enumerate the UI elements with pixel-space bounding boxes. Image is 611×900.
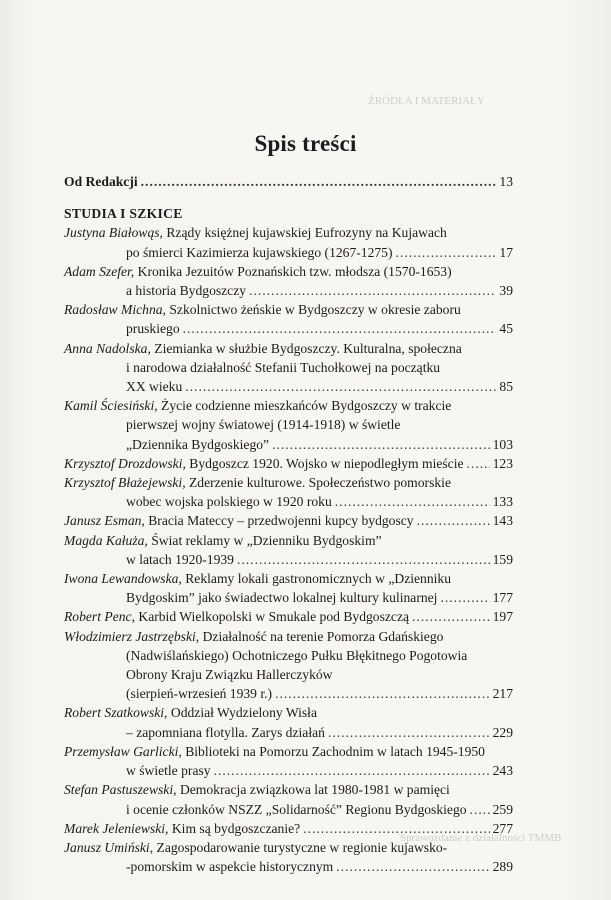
toc-entry-title: „Dziennika Bydgoskiego” — [126, 436, 270, 452]
toc-entry-line — [64, 281, 513, 300]
toc-entry-title: Bydgoskim” jako świadectwo lokalnej kultury kulinarnej — [126, 590, 438, 606]
page-number: 159 — [492, 551, 513, 567]
toc-entry-title: Rządy księżnej kujawskiej Eufrozyny na Kujawach — [166, 225, 447, 241]
toc-entry-line — [64, 531, 513, 550]
toc-entry-line — [64, 665, 513, 684]
section-heading: STUDIA I SZKICE — [64, 206, 183, 222]
toc-entry[interactable] — [64, 703, 513, 741]
toc-entry-title: wobec wojska polskiego w 1920 roku — [126, 494, 332, 510]
leader-dots — [303, 819, 489, 838]
page-number: 123 — [492, 455, 513, 471]
leader-dots — [214, 761, 490, 780]
page-title: Spis treści — [254, 131, 357, 156]
toc-entry-line — [64, 627, 513, 646]
toc-entry-author: Janusz Umiński, — [64, 839, 154, 855]
toc-entry-line — [64, 569, 513, 588]
toc-entry-line — [64, 243, 513, 262]
toc-entry-author: Iwona Lewandowska, — [64, 571, 182, 587]
toc-entry-title: Działalność na terenie Pomorza Gdańskiego — [202, 628, 444, 644]
page-number: 243 — [492, 763, 513, 779]
toc-entry-title: Reklamy lokali gastronomicznych w „Dzienniku — [185, 571, 451, 587]
toc-entry-title: – zapomniana flotylla. Zarys działań — [126, 724, 325, 740]
toc-entry[interactable] — [64, 300, 513, 338]
toc-entry[interactable] — [64, 511, 513, 530]
leader-dots — [336, 857, 489, 876]
toc-entry-title: -pomorskim w aspekcie historycznym — [126, 859, 334, 875]
page-number: 85 — [499, 379, 513, 395]
toc-entry-author: Kamil Ściesiński, — [64, 398, 158, 414]
toc-entry-line — [64, 780, 513, 799]
leader-dots — [275, 684, 490, 703]
toc-entry-line — [64, 396, 513, 415]
toc-entry[interactable] — [64, 742, 513, 780]
toc-entry-title: a historia Bydgoszczy — [126, 283, 247, 299]
leader-dots — [237, 550, 490, 569]
page-number: 277 — [492, 820, 513, 836]
toc-entry-title: XX wieku — [126, 379, 183, 395]
page-number: 217 — [492, 686, 513, 702]
leader-dots — [470, 800, 490, 819]
toc-entry-line — [64, 607, 513, 626]
toc-entry-title: Kronika Jezuitów Poznańskich tzw. młodsza (1570-1653) — [137, 263, 452, 279]
toc-entry[interactable] — [64, 262, 513, 300]
toc-entry-title: Szkolnictwo żeńskie w Bydgoszczy w okresie zaboru — [169, 302, 461, 318]
toc-entry-line — [64, 857, 513, 876]
toc-entry[interactable] — [64, 819, 513, 838]
toc-entry-title: Życie codzienne mieszkańców Bydgoszczy w trakcie — [161, 398, 452, 414]
toc-entry-author: Włodzimierz Jastrzębski, — [64, 628, 200, 644]
toc-entry-line — [64, 435, 513, 454]
leader-dots — [328, 723, 490, 742]
toc-entry-author: Adam Szefer, — [64, 263, 135, 279]
page-number: 103 — [492, 436, 513, 452]
toc-entry[interactable] — [64, 569, 513, 607]
page-number: 259 — [492, 801, 513, 817]
toc-entry-title: Oddział Wydzielony Wisła — [170, 705, 317, 721]
toc-entry-title: i ocenie członków NSZZ „Solidarność” Regionu Bydgoskiego — [126, 801, 467, 817]
toc-entry[interactable] — [64, 607, 513, 626]
toc-entry-line — [64, 703, 513, 722]
toc-entry[interactable] — [64, 531, 513, 569]
toc-entry-line — [64, 473, 513, 492]
toc-entry-line — [64, 300, 513, 319]
leader-dots — [272, 435, 490, 454]
toc-entry-title: Zderzenie kulturowe. Społeczeństwo pomorskie — [189, 475, 451, 491]
toc-entry-label: Od Redakcji — [64, 174, 138, 189]
toc-entry-title: (Nadwiślańskiego) Ochotniczego Pułku Błękitnego Pogotowia — [126, 647, 468, 663]
toc-entry-line — [64, 800, 513, 819]
toc-entry-line — [64, 646, 513, 665]
toc-entry-line — [64, 339, 513, 358]
toc-entry[interactable] — [64, 223, 513, 261]
toc-entry-author: Janusz Esman, — [64, 513, 145, 529]
leader-dots — [183, 319, 497, 338]
toc-entry-title: pierwszej wojny światowej (1914-1918) w świetle — [126, 417, 401, 433]
page-number: 13 — [499, 174, 513, 189]
toc-entry-title: Kim są bydgoszczanie? — [171, 820, 301, 836]
toc-entry-line — [64, 415, 513, 434]
page-number: 17 — [499, 244, 513, 260]
toc-entry-line — [64, 819, 513, 838]
page-number: 39 — [499, 283, 513, 299]
toc-entry-author: Justyna Białowąs, — [64, 225, 163, 241]
toc-entry-author: Anna Nadolska, — [64, 340, 151, 356]
bleed-through-text: ŹRÓDŁA I MATERIAŁY — [368, 95, 485, 107]
leader-dots — [412, 607, 490, 626]
table-of-contents — [64, 172, 513, 876]
toc-entry-line — [64, 684, 513, 703]
toc-entry-title: Obrony Kraju Związku Hallerczyków — [126, 667, 333, 683]
toc-entry-title: Bydgoszcz 1920. Wojsko w niepodległym mieście — [189, 455, 464, 471]
toc-entry[interactable] — [64, 396, 513, 454]
toc-entry-author: Krzysztof Błażejewski, — [64, 475, 186, 491]
toc-entry-line — [64, 223, 513, 242]
toc-entry-line — [64, 761, 513, 780]
page-number: 177 — [492, 590, 513, 606]
toc-entry-author: Krzysztof Drozdowski, — [64, 455, 186, 471]
leader-dots — [185, 377, 496, 396]
toc-entry[interactable] — [64, 627, 513, 704]
toc-entry-line — [64, 454, 513, 473]
leader-dots — [396, 243, 497, 262]
leader-dots — [249, 281, 496, 300]
toc-entry-line — [64, 319, 513, 338]
toc-entry-author: Przemysław Garlicki, — [64, 743, 182, 759]
toc-entry-od-redakcji[interactable] — [64, 172, 513, 191]
toc-entry-author: Stefan Pastuszewski, — [64, 782, 177, 798]
bleed-through-text: Sprawozdanie z działalności TMMB — [400, 832, 562, 844]
toc-entry-title: i narodowa działalność Stefanii Tuchołkowej na początku — [126, 359, 441, 375]
toc-entry-title: w latach 1920-1939 — [126, 551, 234, 567]
toc-entry[interactable] — [64, 473, 513, 511]
toc-entry-author: Robert Penc, — [64, 609, 135, 625]
toc-entry-title: Karbid Wielkopolski w Smukale pod Bydgoszczą — [138, 609, 410, 625]
page-number: 229 — [492, 724, 513, 740]
toc-entry-line — [64, 262, 513, 281]
toc-entry-line — [64, 377, 513, 396]
toc-entry-title: Demokracja związkowa lat 1980-1981 w pamięci — [179, 782, 450, 798]
toc-entry-title: (sierpień-wrzesień 1939 r.) — [126, 686, 273, 702]
leader-dots — [417, 511, 490, 530]
toc-entry-title: po śmierci Kazimierza kujawskiego (1267-1275) — [126, 244, 393, 260]
toc-entry-line — [64, 550, 513, 569]
page-number: 289 — [492, 859, 513, 875]
toc-entry-line — [64, 742, 513, 761]
leader-dots — [467, 454, 490, 473]
toc-entry-title: Świat reklamy w „Dzienniku Bydgoskim” — [151, 532, 382, 548]
toc-entry-author: Robert Szatkowski, — [64, 705, 168, 721]
toc-entry-author: Magda Kałuża, — [64, 532, 148, 548]
page-number: 197 — [492, 609, 513, 625]
toc-entry[interactable] — [64, 780, 513, 818]
toc-entry-line — [64, 492, 513, 511]
toc-entry-author: Marek Jeleniewski, — [64, 820, 169, 836]
toc-entry-title: Biblioteki na Pomorzu Zachodnim w latach 1945-1950 — [185, 743, 485, 759]
toc-entry-title: Zagospodarowanie turystyczne w regionie kujawsko- — [156, 839, 448, 855]
leader-dots — [440, 588, 489, 607]
toc-entry-line — [64, 723, 513, 742]
toc-entry-title: pruskiego — [126, 321, 180, 337]
toc-entry-line — [64, 838, 513, 857]
leader-dots — [141, 172, 497, 191]
toc-entry[interactable] — [64, 339, 513, 397]
page-number: 143 — [492, 513, 513, 529]
toc-entry-title: Bracia Mateccy – przedwojenni kupcy bydgoscy — [148, 513, 414, 529]
toc-entry-title: w świetle prasy — [126, 763, 211, 779]
toc-entry-author: Radosław Michna, — [64, 302, 166, 318]
toc-entry-line — [64, 358, 513, 377]
page-number: 45 — [499, 321, 513, 337]
toc-entry-line — [64, 511, 513, 530]
page-number: 133 — [492, 494, 513, 510]
toc-entries — [64, 223, 513, 876]
toc-entry[interactable] — [64, 838, 513, 876]
toc-entry-line — [64, 588, 513, 607]
toc-entry[interactable] — [64, 454, 513, 473]
leader-dots — [335, 492, 490, 511]
toc-entry-title: Ziemianka w służbie Bydgoszczy. Kulturalna, społeczna — [154, 340, 462, 356]
